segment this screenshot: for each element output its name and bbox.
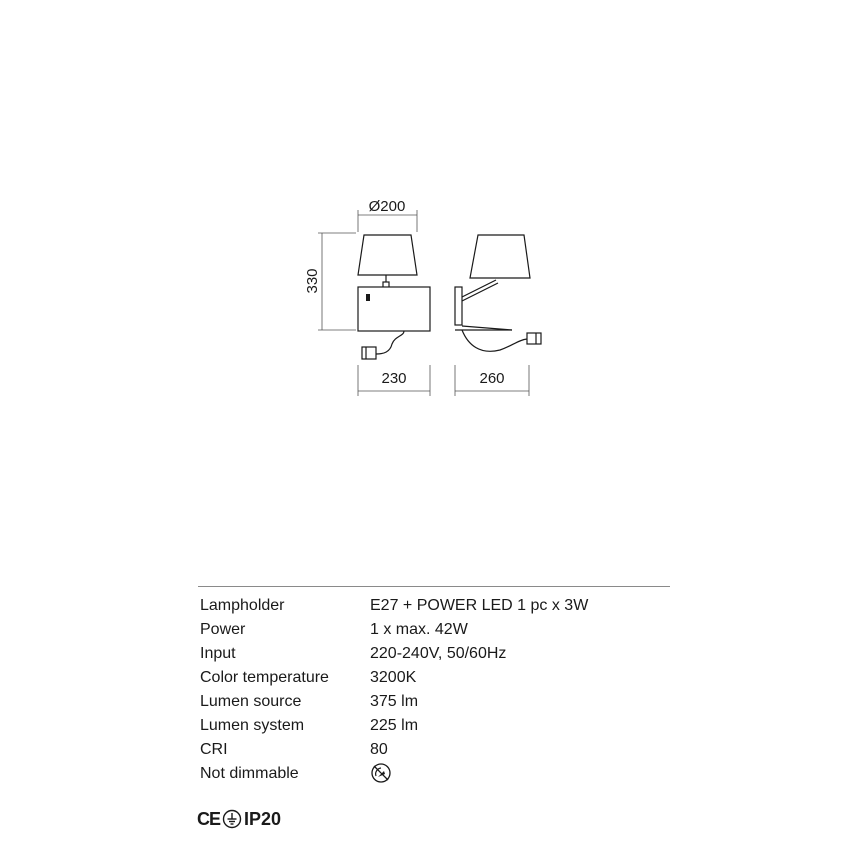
spec-row-cri bbox=[200, 738, 670, 762]
width-label: 230 bbox=[381, 370, 407, 387]
side-view bbox=[455, 235, 541, 396]
spec-value: 1 x max. 42W bbox=[370, 621, 468, 638]
spec-table bbox=[200, 594, 670, 786]
height-label: 330 bbox=[304, 268, 321, 294]
spec-label: Lumen source bbox=[200, 693, 302, 710]
spec-value: 3200K bbox=[370, 669, 417, 686]
spec-label: CRI bbox=[200, 741, 228, 758]
front-base-box bbox=[358, 287, 430, 331]
spec-row-input bbox=[200, 642, 670, 666]
spec-value: E27 + POWER LED 1 pc x 3W bbox=[370, 597, 589, 614]
spec-row-not-dimmable bbox=[200, 762, 670, 786]
side-lampshade bbox=[470, 235, 530, 278]
ip-rating: IP20 bbox=[244, 808, 282, 829]
spec-label: Input bbox=[200, 645, 236, 662]
spec-label: Color temperature bbox=[200, 669, 329, 686]
side-wall-plate bbox=[455, 287, 462, 325]
spec-label: Lumen system bbox=[200, 717, 305, 734]
front-lampshade bbox=[358, 235, 417, 275]
not-dimmable-icon bbox=[370, 762, 392, 784]
spec-value: 375 lm bbox=[370, 693, 419, 710]
spec-value: 225 lm bbox=[370, 717, 419, 734]
spec-row-lampholder bbox=[200, 594, 670, 618]
spec-row-color-temperature bbox=[200, 666, 670, 690]
spec-label: Power bbox=[200, 621, 246, 638]
spec-label: Not dimmable bbox=[200, 765, 299, 782]
ce-mark-icon: CE bbox=[197, 808, 221, 829]
spec-value bbox=[370, 762, 670, 786]
front-view bbox=[304, 198, 430, 396]
spec-divider bbox=[198, 586, 670, 587]
diameter-label: Ø200 bbox=[368, 198, 406, 215]
spec-row-power bbox=[200, 618, 670, 642]
spec-row-lumen-source bbox=[200, 690, 670, 714]
certification-marks bbox=[197, 808, 281, 830]
earth-ground-icon bbox=[222, 809, 242, 829]
spec-value: 220-240V, 50/60Hz bbox=[370, 645, 507, 662]
spec-row-lumen-system bbox=[200, 714, 670, 738]
depth-label: 260 bbox=[479, 370, 505, 387]
spec-label: Lampholder bbox=[200, 597, 285, 614]
spec-value: 80 bbox=[370, 741, 388, 758]
